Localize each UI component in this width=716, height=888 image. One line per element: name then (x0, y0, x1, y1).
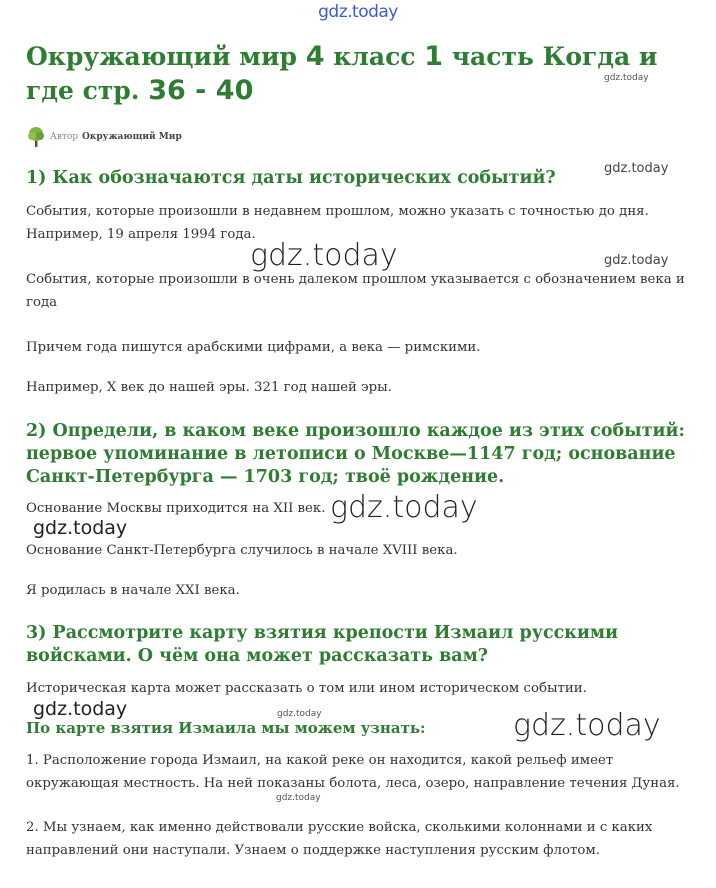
watermark-7: gdz.today (33, 698, 128, 720)
q3-paragraph-3: 2. Мы узнаем, как именно действовали русские войска, сколькими колоннами и с каких направлений они наступали. Узнаем о поддержке наступления русским флотом. (26, 820, 653, 858)
question-2-heading: 2) Определи, в каком веке произошло каждое из этих событий: первое упоминание в летописи о Москве—1147 год; основание Санкт-Петербурга — 1703 год; твоё рождение. (26, 421, 685, 487)
watermark-8: gdz.today (277, 709, 322, 719)
question-1-heading: 1) Как обозначаются даты исторических событий? (26, 168, 556, 188)
q3-paragraph-1: Историческая карта может рассказать о том или ином историческом событии. (26, 681, 587, 696)
title-part-1: Окружающий мир (26, 42, 306, 71)
watermark-1: gdz.today (604, 73, 649, 83)
q2-paragraph-1: Основание Москвы приходится на XII век. (26, 501, 326, 516)
q1-paragraph-3: Причем года пишутся арабскими цифрами, а века — римскими. (26, 340, 481, 355)
tree-icon (26, 126, 46, 148)
watermark-10: gdz.today (276, 793, 321, 803)
watermark-4: gdz.today (604, 253, 669, 268)
q1-paragraph-2: События, которые произошли в очень далеком прошлом указывается с обозначением века и года (26, 272, 685, 310)
watermark-9: gdz.today (513, 708, 661, 743)
author-name[interactable]: Окружающий Мир (82, 132, 182, 142)
article-header (26, 40, 688, 108)
watermark-6: gdz.today (33, 517, 128, 539)
author-line (26, 126, 182, 148)
title-pages: 36 - 40 (148, 75, 254, 106)
question-3-heading: 3) Рассмотрите карту взятия крепости Измаил русскими войсками. О чём она может рассказать вам? (26, 623, 619, 666)
watermark-5: gdz.today (330, 490, 478, 525)
watermark-3: gdz.today (250, 238, 398, 273)
title-grade: 4 (305, 41, 325, 72)
watermark-2: gdz.today (604, 161, 669, 176)
q3-subheading: По карте взятия Измаила мы можем узнать: (26, 719, 426, 737)
q2-paragraph-2: Основание Санкт-Петербурга случилось в начале XVIII века. (26, 543, 458, 558)
q1-paragraph-4: Например, X век до нашей эры. 321 год нашей эры. (26, 380, 392, 395)
page-title (26, 40, 688, 108)
author-prefix: Автор (50, 132, 79, 142)
site-logo[interactable]: gdz.today (318, 2, 398, 22)
title-part-3: часть Когда и где стр. (26, 42, 658, 105)
q2-paragraph-3: Я родилась в начале XXI века. (26, 583, 240, 598)
q1-paragraph-1: События, которые произошли в недавнем прошлом, можно указать с точностью до дня. Например, 19 апреля 1994 года. (26, 204, 649, 242)
q3-paragraph-2: 1. Расположение города Измаил, на какой реке он находится, какой рельеф имеет окружающая местность. На ней показаны болота, леса, озеро, направление течения Дуная. (26, 753, 680, 791)
title-part-number: 1 (424, 41, 444, 72)
title-part-2: класс (324, 42, 425, 71)
